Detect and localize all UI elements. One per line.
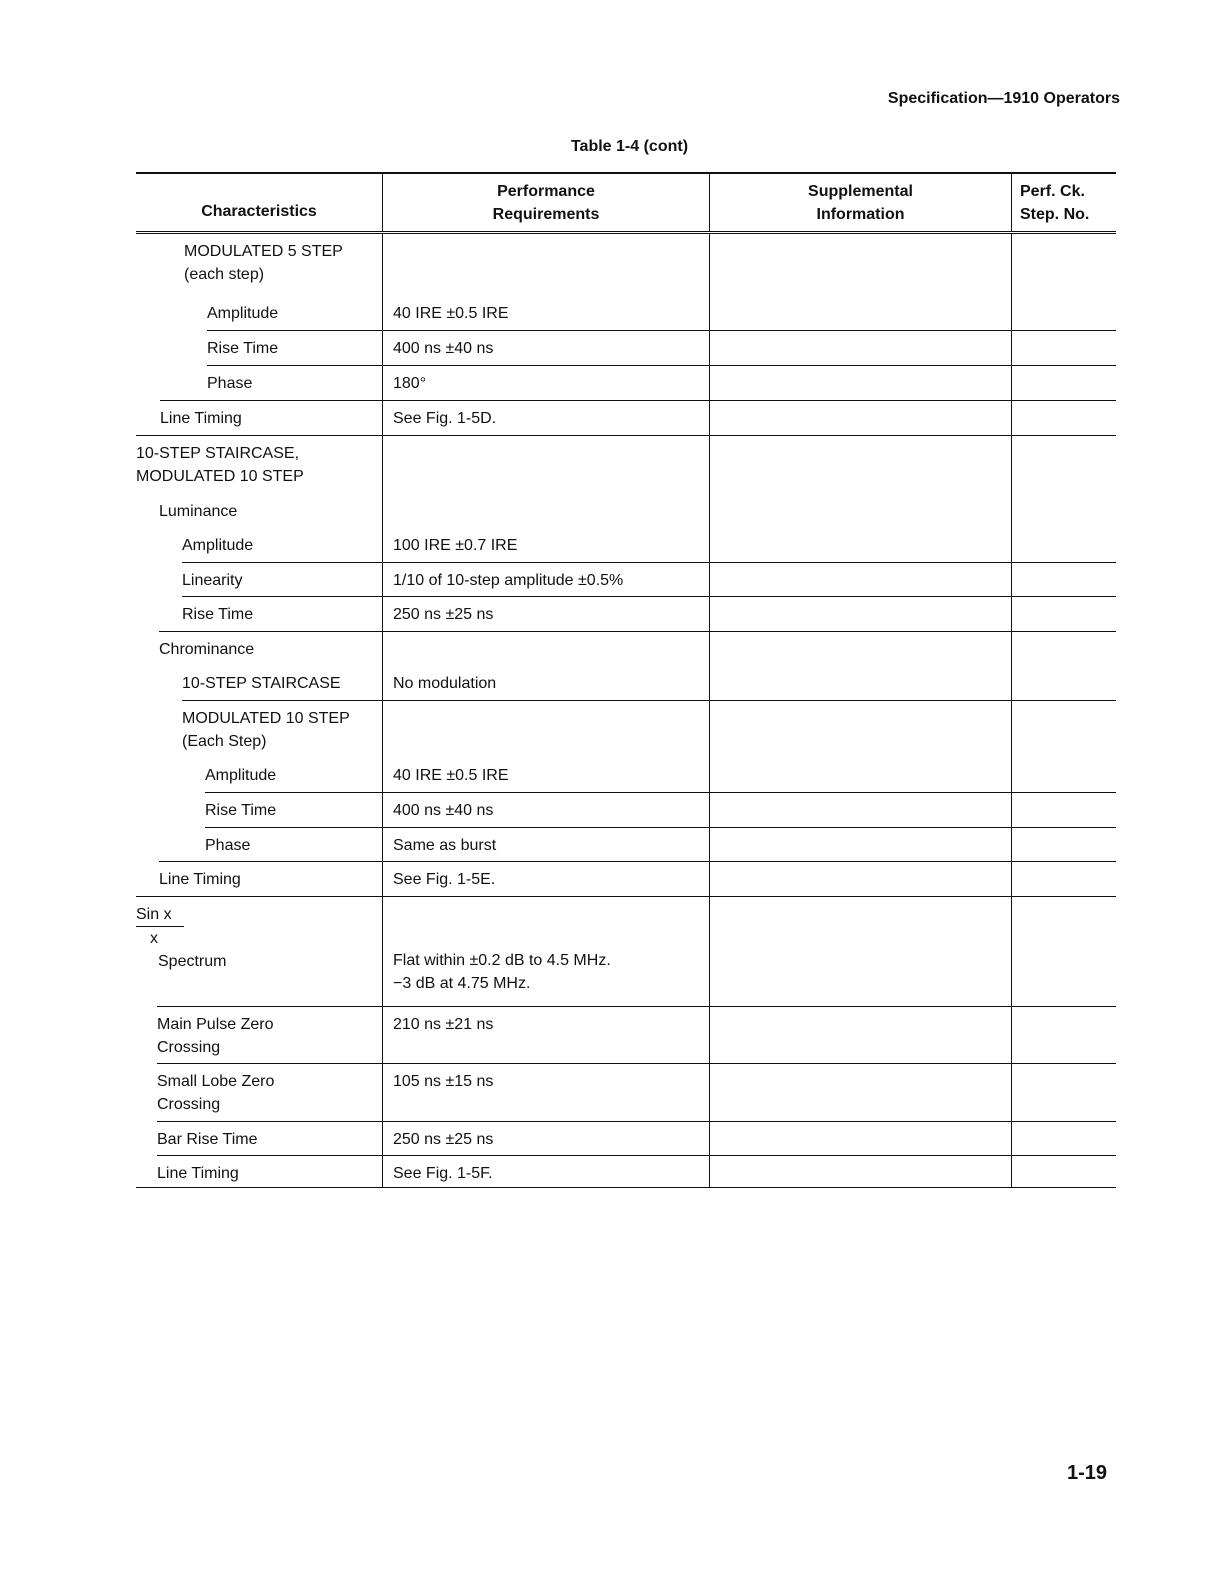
header-performance-line2: Requirements: [492, 205, 600, 223]
row-requirement-text: Flat within ±0.2 dB to 4.5 MHz.: [393, 952, 611, 969]
header-perf-ck: [1011, 174, 1116, 231]
table-row: [136, 862, 1116, 897]
row-supplemental: [709, 897, 1011, 1007]
row-supplemental: [709, 494, 1011, 528]
header-supplemental: [709, 174, 1011, 231]
row-characteristic: Chrominance: [159, 641, 255, 658]
table-row: [136, 436, 1116, 494]
running-head: Specification—1910 Operators: [887, 90, 1120, 107]
row-requirement: 1/10 of 10-step amplitude ±0.5%: [382, 563, 709, 597]
row-characteristic-subtext: (each step): [184, 266, 265, 283]
row-characteristic: [136, 1064, 382, 1122]
row-supplemental: [709, 666, 1011, 701]
row-requirement: 210 ns ±21 ns: [382, 1007, 709, 1064]
table-row: [136, 597, 1116, 632]
row-supplemental: [709, 436, 1011, 494]
row-supplemental: [709, 597, 1011, 632]
row-supplemental: [709, 563, 1011, 597]
row-perf-ck: [1011, 862, 1116, 897]
row-characteristic: Line Timing: [159, 871, 241, 888]
row-supplemental: [709, 701, 1011, 758]
row-perf-ck: [1011, 1007, 1116, 1064]
row-perf-ck: [1011, 296, 1116, 331]
row-requirement: Same as burst: [382, 828, 709, 862]
row-perf-ck: [1011, 494, 1116, 528]
page-number: 1-19: [1067, 1462, 1108, 1484]
row-supplemental: [709, 1156, 1011, 1188]
row-characteristic-subtext: Spectrum: [158, 953, 227, 970]
row-perf-ck: [1011, 897, 1116, 1007]
table-row: [136, 366, 1116, 401]
row-supplemental: [709, 366, 1011, 401]
row-characteristic-subtext: Crossing: [157, 1039, 221, 1056]
row-requirement: [382, 234, 709, 296]
row-supplemental: [709, 793, 1011, 828]
row-requirement: [382, 632, 709, 666]
row-requirement: See Fig. 1-5E.: [382, 862, 709, 897]
row-characteristic-text: Small Lobe Zero: [157, 1073, 275, 1090]
row-divider: [136, 1187, 1116, 1188]
table-row: [136, 897, 1116, 1007]
row-requirement: 400 ns ±40 ns: [382, 793, 709, 828]
row-characteristic: Line Timing: [157, 1165, 239, 1182]
row-characteristic: Rise Time: [182, 606, 254, 623]
row-characteristic: 10-STEP STAIRCASE: [182, 675, 341, 692]
row-characteristic-subtext: MODULATED 10 STEP: [136, 468, 304, 485]
row-perf-ck: [1011, 331, 1116, 366]
row-perf-ck: [1011, 666, 1116, 701]
table-row: [136, 1122, 1116, 1156]
row-characteristic-subtext: (Each Step): [182, 733, 267, 750]
row-requirement: 40 IRE ±0.5 IRE: [382, 296, 709, 331]
row-characteristic: Rise Time: [205, 802, 277, 819]
row-requirement: 40 IRE ±0.5 IRE: [382, 758, 709, 793]
table-row: [136, 1156, 1116, 1188]
table-row: [136, 401, 1116, 436]
row-perf-ck: [1011, 234, 1116, 296]
table-row: [136, 701, 1116, 758]
row-characteristic-text: Main Pulse Zero: [157, 1016, 274, 1033]
header-supplemental-line1: Supplemental: [808, 182, 913, 200]
row-supplemental: [709, 234, 1011, 296]
row-characteristic: Bar Rise Time: [157, 1131, 258, 1148]
row-characteristic: [136, 1007, 382, 1064]
table-row: [136, 296, 1116, 331]
row-requirement: 105 ns ±15 ns: [382, 1064, 709, 1122]
row-characteristic: [136, 436, 382, 494]
row-requirement: 100 IRE ±0.7 IRE: [382, 528, 709, 563]
table-title: Table 1-4 (cont): [570, 138, 689, 155]
row-perf-ck: [1011, 597, 1116, 632]
row-characteristic: Amplitude: [207, 305, 279, 322]
table-row: [136, 632, 1116, 666]
table-row: [136, 1007, 1116, 1064]
table-header: [136, 172, 1116, 234]
row-characteristic: Phase: [207, 375, 253, 392]
row-perf-ck: [1011, 701, 1116, 758]
sinx-denominator: x: [150, 930, 158, 947]
row-characteristic: Phase: [205, 837, 251, 854]
row-requirement: See Fig. 1-5F.: [382, 1156, 709, 1188]
table-row: [136, 331, 1116, 366]
row-supplemental: [709, 758, 1011, 793]
row-characteristic: [136, 234, 382, 296]
row-requirement: No modulation: [382, 666, 709, 701]
row-characteristic-subtext: Crossing: [157, 1096, 221, 1113]
row-characteristic-text: 10-STEP STAIRCASE,: [136, 445, 300, 462]
table-row: [136, 234, 1116, 296]
row-supplemental: [709, 1122, 1011, 1156]
row-supplemental: [709, 528, 1011, 563]
row-supplemental: [709, 1064, 1011, 1122]
table-row: [136, 1064, 1116, 1122]
row-characteristic: Luminance: [159, 503, 238, 520]
header-supplemental-line2: Information: [816, 205, 905, 223]
row-supplemental: [709, 296, 1011, 331]
row-supplemental: [709, 862, 1011, 897]
row-requirement: 250 ns ±25 ns: [382, 1122, 709, 1156]
row-characteristic-text: MODULATED 10 STEP: [182, 710, 350, 727]
table-row: [136, 666, 1116, 701]
row-perf-ck: [1011, 828, 1116, 862]
row-perf-ck: [1011, 436, 1116, 494]
header-perf-ck-line1: Perf. Ck.: [1020, 182, 1085, 200]
row-requirement: See Fig. 1-5D.: [382, 401, 709, 436]
row-perf-ck: [1011, 1156, 1116, 1188]
header-performance-line1: Performance: [497, 182, 595, 200]
spec-table: [136, 172, 1116, 1188]
row-requirement: 250 ns ±25 ns: [382, 597, 709, 632]
row-perf-ck: [1011, 758, 1116, 793]
row-requirement: [382, 897, 709, 1007]
table-row: [136, 793, 1116, 828]
row-supplemental: [709, 401, 1011, 436]
row-perf-ck: [1011, 793, 1116, 828]
row-requirement: [382, 701, 709, 758]
row-characteristic: [136, 897, 382, 1007]
header-characteristics: Characteristics: [201, 203, 317, 220]
row-perf-ck: [1011, 1122, 1116, 1156]
table-row: [136, 758, 1116, 793]
table-row: [136, 528, 1116, 563]
table-row: [136, 563, 1116, 597]
row-requirement: 400 ns ±40 ns: [382, 331, 709, 366]
row-characteristic: Linearity: [182, 572, 243, 589]
row-perf-ck: [1011, 632, 1116, 666]
row-characteristic: Amplitude: [205, 767, 277, 784]
sinx-numerator: Sin x: [136, 903, 184, 927]
row-requirement: [382, 436, 709, 494]
row-characteristic-text: MODULATED 5 STEP: [184, 243, 343, 260]
header-perf-ck-line2: Step. No.: [1020, 205, 1090, 223]
row-characteristic: Rise Time: [207, 340, 279, 357]
row-characteristic: [136, 701, 382, 758]
table-row: [136, 828, 1116, 862]
row-characteristic: Line Timing: [160, 410, 242, 427]
row-requirement-subtext: −3 dB at 4.75 MHz.: [393, 975, 531, 992]
row-requirement: 180°: [382, 366, 709, 401]
row-perf-ck: [1011, 563, 1116, 597]
row-perf-ck: [1011, 401, 1116, 436]
row-supplemental: [709, 1007, 1011, 1064]
row-requirement: [382, 494, 709, 528]
row-supplemental: [709, 632, 1011, 666]
header-performance: [382, 174, 709, 231]
row-perf-ck: [1011, 1064, 1116, 1122]
row-perf-ck: [1011, 366, 1116, 401]
row-supplemental: [709, 828, 1011, 862]
row-perf-ck: [1011, 528, 1116, 563]
table-row: [136, 494, 1116, 528]
row-supplemental: [709, 331, 1011, 366]
row-characteristic: Amplitude: [182, 537, 254, 554]
